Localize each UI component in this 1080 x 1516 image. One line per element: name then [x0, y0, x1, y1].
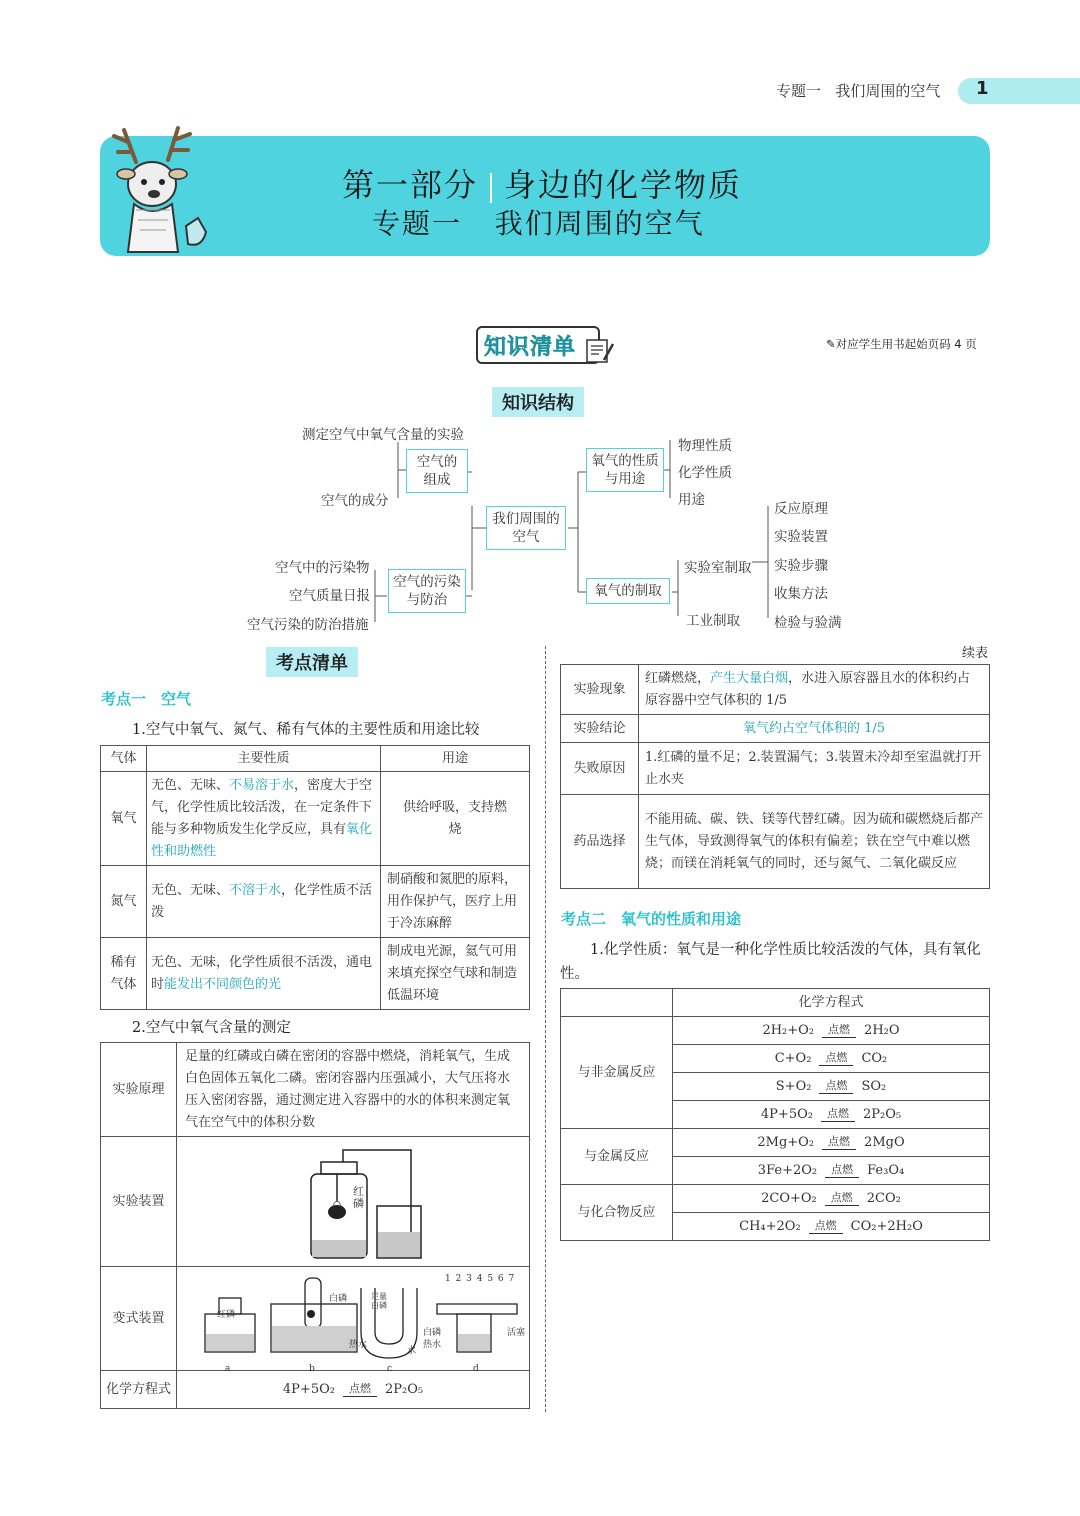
- mm-box-air-pollution: 空气的污染与防治: [388, 569, 466, 613]
- th-use: 用途: [381, 746, 530, 772]
- oxygen-equation-table: 化学方程式 与非金属反应 2H₂+O₂ 点燃 2H₂O C+O₂ 点燃 CO₂ S+O₂ 点燃 SO₂ 4P+5O₂ 点燃 2P₂O₅ 与金属反应 2Mg+O₂ 点燃 2MgO 3Fe+2O₂ 点燃 Fe₃O₄ 与化合物反应 2CO+O₂ 点燃 2CO₂ CH₄+2O₂ 点燃 CO₂+2H₂O: [560, 988, 990, 1241]
- notepad-pen-icon: [584, 336, 616, 366]
- mm-lab-item3: 实验步骤: [774, 558, 828, 574]
- mm-left2-item1: 空气中的污染物: [275, 560, 370, 576]
- mm-left2-item2: 空气质量日报: [289, 588, 370, 604]
- table-row: 稀有气体 无色、无味，化学性质很不活泼，通电时能发出不同颜色的光 制成电光源，氦气可用来填充探空气球和制造低温环境: [101, 938, 530, 1010]
- header-topic: 专题一: [776, 82, 822, 100]
- deer-mascot-icon: [106, 122, 216, 260]
- k1-sub2: 2.空气中氧气含量的测定: [132, 1020, 291, 1036]
- structure-title: 知识结构: [492, 387, 584, 417]
- mm-box-center: 我们周围的空气: [486, 506, 566, 550]
- th-property: 主要性质: [147, 746, 381, 772]
- mm-box-air-composition: 空气的组成: [406, 449, 468, 493]
- header-title: 我们周围的空气: [835, 82, 941, 100]
- k1-title: 考点一 空气: [101, 690, 192, 708]
- k1-sub1: 1.空气中氧气、氮气、稀有气体的主要性质和用途比较: [132, 722, 480, 738]
- continued-table: 实验现象 红磷燃烧，产生大量白烟，水进入原容器且水的体积约占原容器中空气体积的 1/5 实验结论 氧气约占空气体积的 1/5 失败原因 1.红磷的量不足；2.装置漏气；3.装置未冷却至室温就打开止水夹 药品选择 不能用硫、碳、铁、镁等代替红磷。因为硫和碳燃烧后都产生气体，导致测得氧气的体积有偏差；铁在空气中难以燃烧；而镁在消耗氧气的同时，还与氮气、二氧化碳反应: [560, 664, 990, 889]
- table-row: 氮气 无色、无味、不溶于水，化学性质不活泼 制硝酸和氮肥的原料，用作保护气，医疗上用于冷冻麻醉: [101, 866, 530, 938]
- mm-left1-item2: 空气的成分: [321, 493, 389, 509]
- mm-lab-prep: 实验室制取: [684, 560, 752, 576]
- banner-topic-title: 专题一 我们周围的空气: [372, 207, 705, 240]
- mm-right1-item1: 物理性质: [678, 438, 732, 454]
- mm-lab-item2: 实验装置: [774, 529, 828, 545]
- mm-right1-item3: 用途: [678, 492, 705, 508]
- apparatus-cell: [177, 1137, 530, 1267]
- mm-left1-item1: 测定空气中氧气含量的实验: [302, 427, 464, 443]
- pencil-circle-icon: ✎: [826, 337, 836, 351]
- equation-cell: 4P+5O₂ 点燃 2P₂O₅: [177, 1371, 530, 1409]
- mm-box-oxygen-prep: 氧气的制取: [586, 578, 670, 604]
- running-header: [776, 80, 940, 101]
- column-divider: [545, 646, 546, 1412]
- th-gas: 气体: [101, 746, 147, 772]
- mm-box-oxygen-properties: 氧气的性质与用途: [586, 448, 664, 492]
- banner-part-title: 第一部分 身边的化学物质: [342, 166, 743, 204]
- mm-right1-item2: 化学性质: [678, 465, 732, 481]
- k2-title: 考点二 氧气的性质和用途: [561, 910, 742, 928]
- variant-cell: 红磷 白磷 热水 足量白磷 水 1 2 3 4 5 6 7 白磷 热水 活塞 a b c d: [177, 1267, 530, 1371]
- mm-left2-item3: 空气污染的防治措施: [247, 617, 369, 633]
- th-equation: 化学方程式: [673, 989, 990, 1017]
- red-phosphorus-label: 红磷: [353, 1184, 364, 1210]
- page-number: 1: [958, 78, 1080, 104]
- k2-sub: 1.化学性质：氧气是一种化学性质比较活泼的气体，具有氧化性。: [560, 942, 981, 982]
- kaodian-title: 考点清单: [266, 647, 358, 677]
- oxygen-measure-table: 实验原理 足量的红磷或白磷在密闭的容器中燃烧，消耗氧气，生成白色固体五氧化二磷。密闭容器内压强减小，大气压将水压入密闭容器，通过测定进入容器中的水的体积来测定氧气在空气中的体积分数 实验装置 红磷 变式装置 红磷 白磷 热水 足量白磷 水 1 2 3 4 5 6 7 白磷 热水 活塞 a b c d 化学方程式 4P+5O₂ 点燃 2P₂O₅: [100, 1042, 530, 1409]
- knowledge-badge: 知识清单: [476, 326, 600, 364]
- student-book-ref: ✎对应学生用书起始页码 4 页: [826, 337, 977, 351]
- table-row: 氧气 无色、无味、不易溶于水，密度大于空气，化学性质比较活泼，在一定条件下能与多种物质发生化学反应，具有氧化性和助燃性 供给呼吸，支持燃烧: [101, 772, 530, 866]
- gas-compare-table: [100, 745, 530, 1010]
- mm-lab-item4: 收集方法: [774, 586, 828, 602]
- mm-lab-item1: 反应原理: [774, 501, 828, 517]
- mm-industry-prep: 工业制取: [686, 613, 740, 629]
- continued-label: 续表: [962, 646, 989, 661]
- mm-lab-item5: 检验与验满: [774, 615, 842, 631]
